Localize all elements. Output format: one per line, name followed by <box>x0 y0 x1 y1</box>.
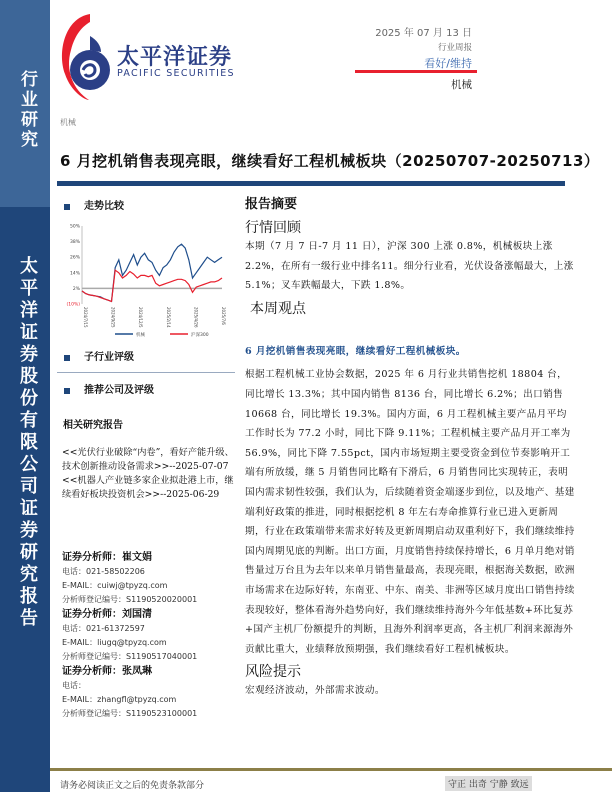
analyst-reg: 分析师登记编号：S1190523100001 <box>62 709 198 718</box>
market-heading: 行情回顾 <box>245 220 301 236</box>
related-report-link[interactable]: <<光伏行业破除“内卷”，看好产能升级、技术创新推动设备需求>>--2025-07-07 <box>62 447 234 472</box>
view-text: 根据工程机械工业协会数据，2025 年 6 月行业共销售挖机 18804 台，同比增长 13.3%；其中国内销售 8136 台，同比增长 6.2%；出口销售 10668 台，同比增长 19.3%。国内方面，6 月工程机械主要产品月平均工作时长为 77.2 小时，同比下降 9.11%；工程机械主要产品月开工率为 56.9%，同比下降 7.55pct，国内市场短期主要受资金到位节奏影响开工端有所放缓，继 5 月销售同比略有下滑后，6 月销售同比实现转正，表明国内需求韧性较强，我们认为，后续随着资金端逐步到位，以及地产、基建端利好政策的推进，同时根据挖机 8 年左右寿命推算行业已进入更新周期，行业在政策端带来需求好转及更新周期启动双重利好下，我们继续维持国内周期见底的判断。出口方面，月度销售持续保持增长，6 月单月绝对销售量过万台且为去年以来单月销售量最高，表现亮眼，根据海关数据，欧洲市场需求在边际好转，东南亚、中东、南美、非洲等区域月度出口销售持续表现较好，整体看海外趋势向好，我们继续维持海外今年低基数+环比复苏+国产主机厂份额提升的判断，且海外利润率更高，各主机厂利润来源海外贡献比重大，业绩释放预期强，我们继续看好工程机械板块。 <box>245 369 575 655</box>
analyst-email[interactable]: E-MAIL：cuiwj@tpyzq.com <box>62 581 168 590</box>
footer-disclaimer: 请务必阅读正文之后的免责条款部分 <box>60 781 205 791</box>
sidebar-company-label: 太平洋证券股份有限公司证券研究报告 <box>17 256 38 630</box>
analyst-name: 证券分析师：崔文娟 <box>62 552 152 563</box>
series-line-0 <box>82 244 222 301</box>
rating-underline <box>355 70 477 73</box>
analysts <box>62 550 237 721</box>
logo-name-cn: 太平洋证券 <box>117 45 233 70</box>
legend-label: 沪深300 <box>191 333 209 338</box>
title-rule <box>57 181 565 186</box>
recommend-title: 推荐公司及评级 <box>84 385 154 396</box>
trend-chart <box>60 220 230 340</box>
analyst-phone: 电话： <box>62 681 86 690</box>
related-reports <box>62 446 234 502</box>
page-title: 6 月挖机销售表现亮眼，继续看好工程机械板块（20250707-20250713） <box>60 152 600 170</box>
report-date: 2025 年 07 月 13 日 <box>375 28 472 39</box>
footer-rule <box>50 768 612 771</box>
x-tick-label: 2024/7/15 <box>83 307 88 328</box>
report-type: 行业周报 <box>437 43 472 53</box>
rating: 看好/维持 <box>424 57 472 70</box>
view-heading: 本周观点 <box>250 300 306 317</box>
analyst-name: 证券分析师：刘国清 <box>62 609 152 620</box>
x-tick-label: 2024/12/5 <box>138 307 144 328</box>
series-line-1 <box>82 270 222 301</box>
analyst-name: 证券分析师：张凤琳 <box>62 666 152 677</box>
x-tick-label: 2025/2/14 <box>165 307 171 328</box>
divider <box>57 372 235 373</box>
industry: 机械 <box>451 79 472 91</box>
sub-rating-title: 子行业评级 <box>84 352 134 363</box>
category-label: 机械 <box>60 118 76 127</box>
y-tick-label: 14% <box>69 271 80 277</box>
analyst-email[interactable]: E-MAIL：zhangfl@tpyzq.com <box>62 695 177 704</box>
bullet-icon <box>64 355 70 361</box>
y-tick-label: 50% <box>69 224 80 230</box>
logo-name-en: PACIFIC SECURITIES <box>117 68 235 79</box>
footer-motto: 守正 出奇 宁静 致远 <box>445 776 532 791</box>
view-highlight: 6 月挖机销售表现亮眼，继续看好工程机械板块。 <box>245 345 466 357</box>
sub-rating-section <box>64 348 134 363</box>
related-title: 相关研究报告 <box>63 420 123 431</box>
y-tick-label: 26% <box>69 255 80 261</box>
bullet-icon <box>64 388 70 394</box>
y-tick-label: 2% <box>72 286 80 292</box>
y-tick-label: (10%) <box>66 302 80 308</box>
market-text: 本期（7 月 7 日-7 月 11 日），沪深 300 上涨 0.8%，机械板块上涨 2.2%，在所有一级行业中排名11。细分行业看，光伏设备涨幅最大，上涨 5.1%；叉车跌幅最大，下跌 1.8%。 <box>245 241 574 292</box>
recommend-section <box>64 381 154 396</box>
summary-column <box>245 197 575 701</box>
x-tick-label: 2025/7/6 <box>221 307 226 325</box>
y-tick-label: 38% <box>69 240 80 246</box>
analyst-phone: 电话：021-61372597 <box>62 624 145 633</box>
x-tick-label: 2025/4/26 <box>193 307 199 328</box>
analyst-phone: 电话：021-58502206 <box>62 567 145 576</box>
summary-title: 报告摘要 <box>245 197 298 212</box>
risk-text: 宏观经济波动，外部需求波动。 <box>245 685 385 697</box>
analyst-reg: 分析师登记编号：S1190520020001 <box>62 595 198 604</box>
legend-label: 机械 <box>136 333 145 338</box>
analyst-email[interactable]: E-MAIL：liugq@tpyzq.com <box>62 638 167 647</box>
trend-title: 走势比较 <box>84 201 124 212</box>
analyst <box>62 550 237 607</box>
bullet-icon <box>64 204 70 210</box>
logo-icon <box>55 12 115 102</box>
analyst <box>62 664 237 721</box>
x-tick-label: 2024/9/25 <box>110 307 116 328</box>
sidebar-top-label: 行业研究 <box>17 70 37 150</box>
risk-heading: 风险提示 <box>245 664 301 681</box>
analyst-reg: 分析师登记编号：S1190517040001 <box>62 652 198 661</box>
trend-section <box>64 197 124 212</box>
related-report-link[interactable]: <<机器人产业链多家企业拟赴港上市，继续看好板块投资机会>>--2025-06-29 <box>62 475 234 500</box>
analyst <box>62 607 237 664</box>
